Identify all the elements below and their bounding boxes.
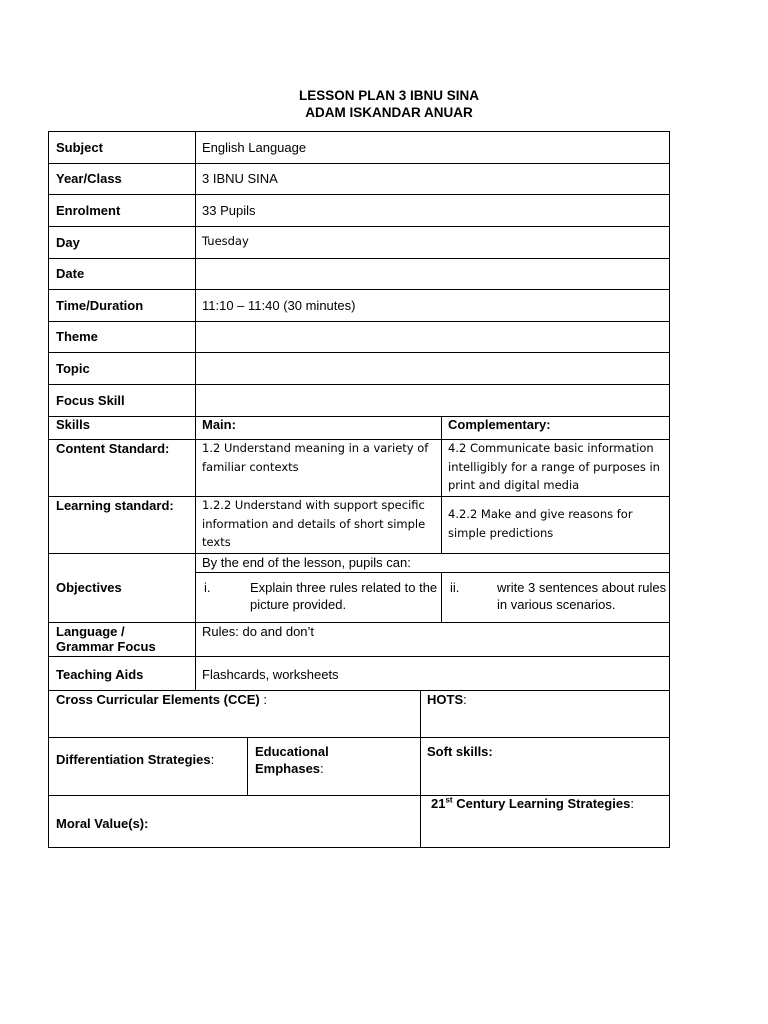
subject-value: English Language — [202, 140, 307, 155]
objective-1-number: i. — [204, 580, 211, 595]
content-standard-complementary: 4.2 Communicate basic information intelligibly for a range of purposes in print and digital media — [448, 441, 660, 492]
skills-main-header: Main: — [202, 417, 236, 432]
learning-standard-complementary: 4.2.2 Make and give reasons for simple predictions — [448, 507, 633, 540]
educational-emphases-label: Educational Emphases: — [255, 744, 329, 776]
title-line-1: LESSON PLAN 3 IBNU SINA — [298, 88, 480, 103]
objectives-intro: By the end of the lesson, pupils can: — [202, 555, 411, 570]
title-line-2: ADAM ISKANDAR ANUAR — [305, 105, 473, 120]
skills-complementary-header: Complementary: — [448, 417, 551, 432]
date-label: Date — [56, 266, 85, 281]
day-value: Tuesday — [202, 234, 249, 248]
topic-label: Topic — [56, 361, 90, 376]
objectives-label: Objectives — [56, 580, 122, 595]
year-class-value: 3 IBNU SINA — [202, 171, 278, 186]
objective-2-text: write 3 sentences about rules in various scenarios. — [497, 580, 667, 612]
year-class-label: Year/Class — [56, 171, 122, 186]
day-label: Day — [56, 235, 80, 250]
enrolment-value: 33 Pupils — [202, 203, 256, 218]
enrolment-label: Enrolment — [56, 203, 121, 218]
content-standard-main: 1.2 Understand meaning in a variety of familiar contexts — [202, 441, 429, 474]
learning-standard-label: Learning standard: — [56, 498, 174, 513]
teaching-aids-value: Flashcards, worksheets — [202, 667, 339, 682]
hots-label: HOTS: — [427, 692, 467, 707]
soft-skills-label: Soft skills: — [427, 744, 493, 759]
moral-values-label: Moral Value(s): — [56, 816, 149, 831]
subject-label: Subject — [56, 140, 103, 155]
differentiation-label: Differentiation Strategies: — [56, 752, 215, 767]
objective-2-number: ii. — [450, 580, 460, 595]
century-learning-label: 21st Century Learning Strategies: — [431, 795, 634, 811]
content-standard-label: Content Standard: — [56, 441, 170, 456]
language-focus-label-line1: Language / — [56, 624, 125, 639]
language-focus-value: Rules: do and don’t — [202, 624, 315, 639]
language-focus-label-line2: Grammar Focus — [56, 639, 156, 654]
learning-standard-main: 1.2.2 Understand with support specific information and details of short simple texts — [202, 498, 426, 549]
objective-1-text: Explain three rules related to the picture provided. — [250, 580, 438, 612]
theme-label: Theme — [56, 329, 98, 344]
focus-skill-label: Focus Skill — [56, 393, 125, 408]
teaching-aids-label: Teaching Aids — [56, 667, 144, 682]
time-duration-label: Time/Duration — [56, 298, 144, 313]
time-duration-value: 11:10 – 11:40 (30 minutes) — [202, 298, 356, 313]
cce-label: Cross Curricular Elements (CCE) : — [56, 692, 267, 707]
skills-label: Skills — [56, 417, 90, 432]
